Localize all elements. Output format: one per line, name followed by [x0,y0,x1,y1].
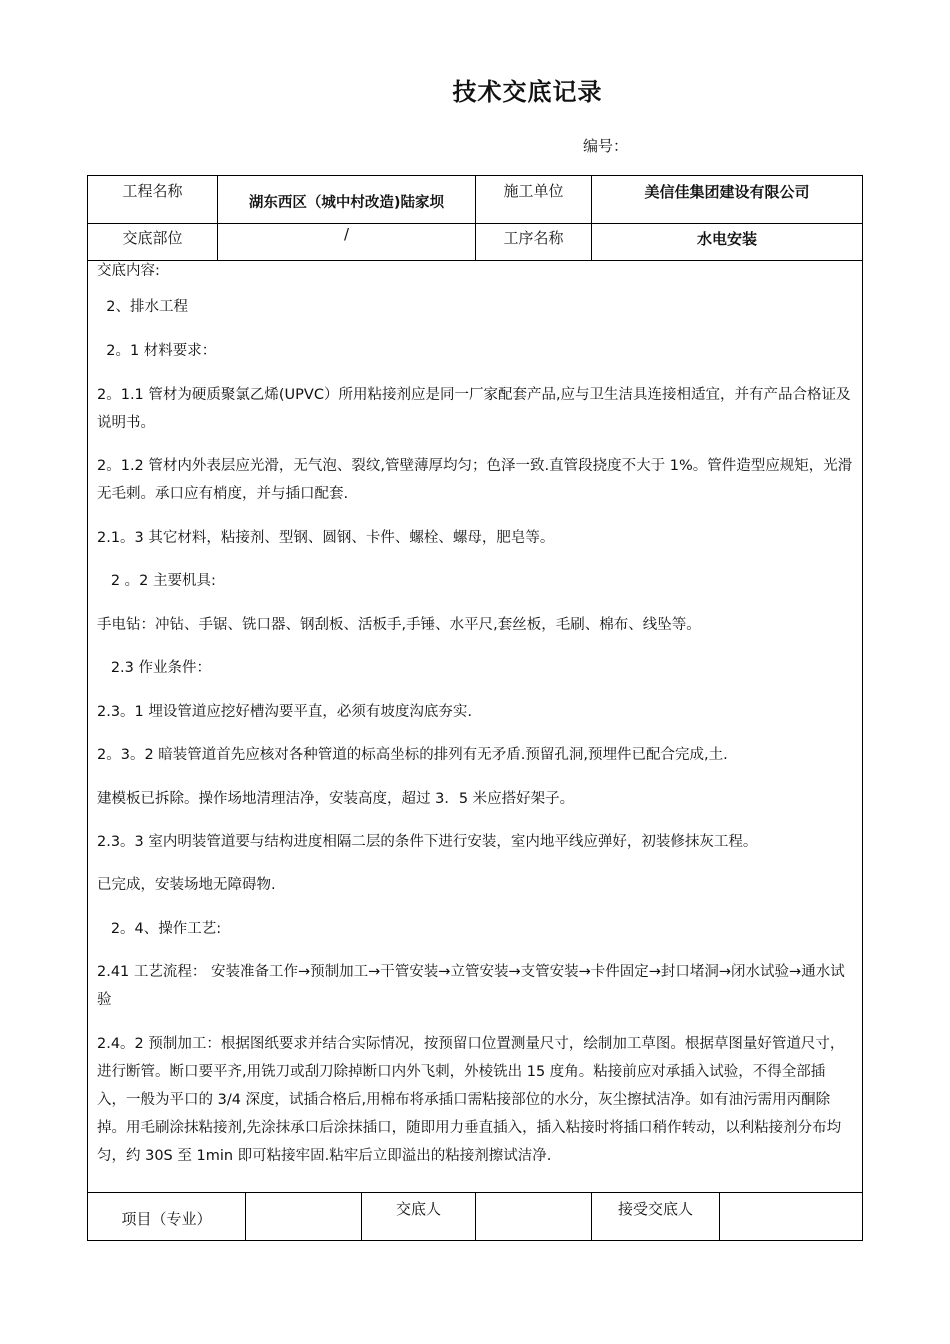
content-paragraph: 2.41 工艺流程： 安装准备工作→预制加工→干管安装→立管安装→支管安装→卡件固定→封口堵洞→闭水试验→通水试验 [97,964,845,1008]
content-paragraph: 2.4。2 预制加工：根据图纸要求并结合实际情况，按预留口位置测量尺寸，绘制加工草图。根据草图量好管道尺寸，进行断管。断口要平齐,用铣刀或刮刀除掉断口内外飞刺，外棱铣出 15 度角。粘接前应对承插入试验，不得全部插入，一般为平口的 3/4 深度，试插合格后,用棉布将承插口需粘接部位的水分，灰尘擦拭洁净。如有油污需用丙酮除掉。用毛刷涂抹粘接剂,先涂抹承口后涂抹插口，随即用力垂直插入，插入粘接时将插口稍作转动，以利粘接剂分布均匀，约 30S 至 1min 即可粘接牢固.粘牢后立即溢出的粘接剂擦试洁净. [97,1036,845,1164]
project-name-label: 工程名称 [122,182,183,200]
content-paragraph: 2。3。2 暗装管道首先应核对各种管道的标高坐标的排列有无矛盾.预留孔洞,预埋件已配合完成,土. [97,747,728,763]
briefing-form [87,175,863,1241]
content-paragraph: 手电钻：冲钻、手锯、铣口器、钢刮板、活板手,手锤、水平尺,套丝板，毛刷、棉布、线坠等。 [97,617,701,633]
content-paragraph: 2。4、操作工艺: [97,921,222,937]
content-heading: 交底内容: [97,263,160,279]
serial-number-label: 编号： [583,137,629,155]
briefing-content [88,260,862,1192]
content-paragraph: 2.3。3 室内明装管道要与结构进度相隔二层的条件下进行安装，室内地平线应弹好，初装修抹灰工程。 [97,834,758,850]
project-specialty-label: 项目（专业） [121,1210,212,1228]
location-value: / [343,225,350,243]
project-specialty-value[interactable] [246,1193,361,1240]
content-paragraph: 2.1。3 其它材料，粘接剂、型钢、圆钢、卡件、螺栓、螺母，肥皂等。 [97,530,555,546]
document-title: 技术交底记录 [452,78,603,106]
location-label: 交底部位 [122,229,183,247]
content-paragraph: 2。1.1 管材为硬质聚氯乙烯(UPVC）所用粘接剂应是同一厂家配套产品,应与卫生洁具连接相适宜，并有产品合格证及说明书。 [97,387,851,431]
process-value: 水电安装 [696,230,757,248]
content-paragraph: 2。1 材料要求： [97,343,217,359]
content-paragraph: 2.3。1 埋设管道应挖好槽沟要平直，必须有坡度沟底夯实. [97,704,473,720]
content-paragraph: 2 。2 主要机具: [97,573,216,589]
content-paragraph: 已完成，安装场地无障碍物. [97,877,276,893]
content-paragraph: 建模板已拆除。操作场地清理洁净，安装高度，超过 3．5 米应搭好架子。 [97,791,575,807]
content-paragraph: 2。1.2 管材内外表层应光滑，无气泡、裂纹,管壁薄厚均匀；色泽一致.直管段挠度不大于 1%。管件造型应规矩，光滑无毛刺。承口应有梢度，并与插口配套. [97,458,853,502]
process-label: 工序名称 [503,229,564,247]
content-paragraph: 2、排水工程 [97,299,188,315]
content-paragraph: 2.3 作业条件： [97,660,211,676]
briefer-label: 交底人 [395,1200,441,1218]
briefer-signature[interactable] [476,1193,591,1240]
contractor-value: 美信佳集团建设有限公司 [644,183,810,201]
column-divider [217,176,218,260]
receiver-label: 接受交底人 [617,1200,693,1218]
contractor-label: 施工单位 [503,182,564,200]
project-name-value: 湖东西区（城中村改造)陆家坝 [248,195,445,211]
receiver-signature[interactable] [720,1193,862,1240]
